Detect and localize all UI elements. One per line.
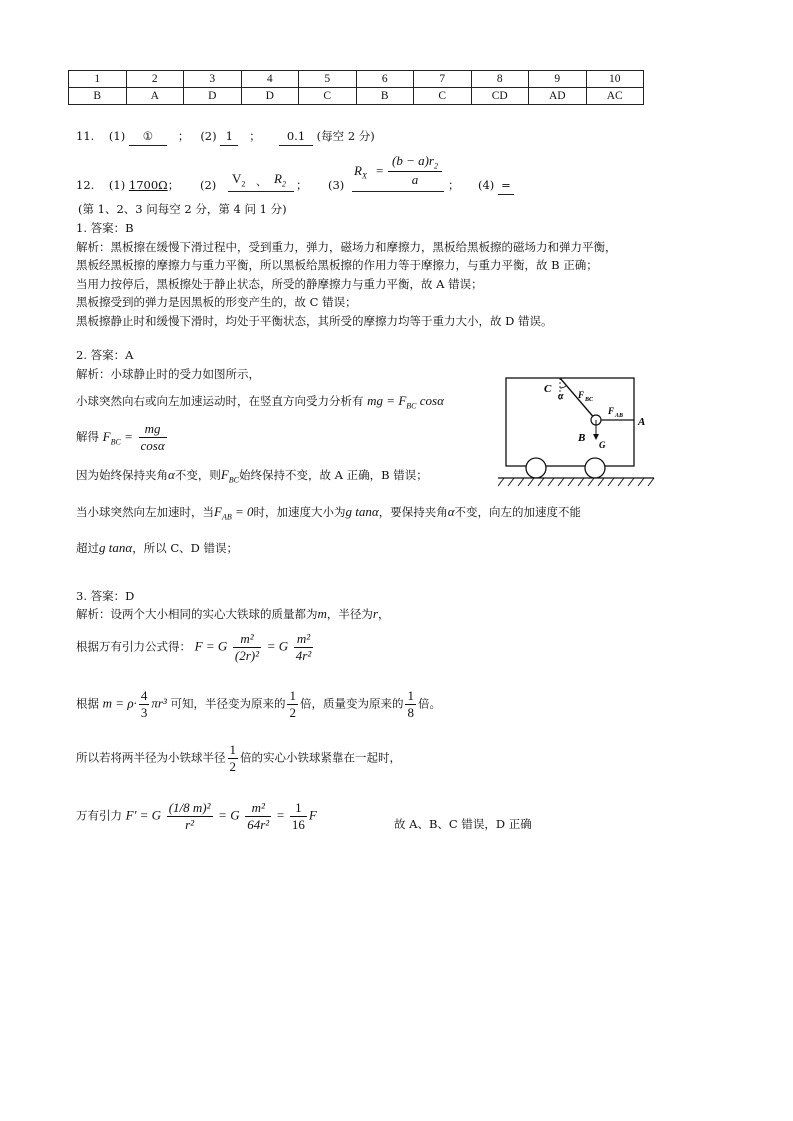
text: ，要保持夹角 [378, 505, 448, 519]
fraction [139, 688, 150, 721]
q12-part3-answer [352, 150, 444, 192]
math-var: α [447, 504, 455, 519]
label-fbc: F [578, 390, 585, 400]
text: ， [377, 607, 390, 621]
s1-line: 黑板经黑板擦的摩擦力与重力平衡，所以黑板给黑板擦的作用力等于摩擦力，与重力平衡，故 B 正确； [76, 258, 598, 272]
table-cell: 3 [184, 71, 242, 88]
angle-arc [560, 386, 566, 388]
math-var: F [102, 428, 111, 444]
s2-line: 解得 $F_{BC}$ = $\frac{mg}{\cos\alpha}$ [76, 421, 165, 453]
separator: ； [249, 129, 261, 143]
table-cell: A [126, 88, 184, 105]
s2-line [76, 392, 444, 416]
fraction-numerator: 1 [289, 688, 296, 703]
math-var: R [354, 163, 362, 178]
fraction-numerator: m² [233, 631, 261, 648]
q12-score-note: (第 1、2、3 问每空 2 分，第 4 问 1 分) [78, 202, 287, 216]
table-cell: B [356, 88, 414, 105]
q11-part1-answer: ① [129, 127, 167, 146]
text: 解得 [76, 429, 99, 444]
math-var: F [220, 467, 229, 482]
cart-diagram [498, 372, 658, 494]
table-cell: 6 [356, 71, 414, 88]
table-cell: 8 [471, 71, 529, 88]
text: 小球突然向右或向左加速运动时，在竖直方向受力分析有 [76, 394, 364, 408]
label-b: B [578, 432, 586, 444]
label-g: G [599, 440, 606, 450]
text: 倍。 [417, 696, 441, 711]
text: ，所以 C、D 错误； [132, 541, 239, 555]
text: 根据万有引力公式得： [76, 639, 191, 654]
table-cell: AC [586, 88, 644, 105]
label-fab-sub: AB [615, 413, 624, 419]
q12-part2-answer [228, 169, 294, 192]
answer-table [68, 70, 644, 105]
fraction-denominator: 2 [289, 705, 296, 720]
fraction [233, 631, 261, 664]
equation: πr³ [151, 695, 167, 711]
fraction-denominator: a [411, 172, 419, 187]
fraction [294, 631, 313, 664]
equals-sign: = [376, 163, 384, 178]
text: 超过 [76, 541, 99, 555]
table-cell: C [299, 88, 357, 105]
table-cell: 1 [69, 71, 127, 88]
q12-number: 12. [76, 178, 95, 192]
label-c: C [544, 383, 552, 395]
text: 因为始终保持夹角 [76, 468, 168, 482]
text: 当小球突然向左加速时，当 [76, 505, 214, 519]
table-cell: 7 [414, 71, 472, 88]
separator: ； [448, 178, 460, 192]
subscript: AB [221, 512, 232, 522]
fraction [228, 742, 239, 775]
q11-part2-answer: 1 [220, 127, 238, 146]
equation: = G [266, 638, 289, 654]
table-cell: 2 [126, 71, 184, 88]
fraction [290, 800, 307, 833]
ground-hatching [498, 478, 654, 486]
fraction-numerator: 4 [140, 688, 148, 703]
fraction-denominator: 8 [407, 705, 414, 720]
fraction [139, 421, 167, 454]
label-fab: F [608, 406, 615, 416]
fraction-numerator: m² [294, 631, 313, 648]
s1-line: 解析：黑板擦在缓慢下滑过程中，受到重力，弹力，磁场力和摩擦力，黑板给黑板擦的磁场力和弹力平衡， [76, 240, 617, 254]
fraction-denominator: 2 [229, 759, 236, 774]
table-row-numbers [69, 71, 644, 88]
subscript: BC [228, 475, 240, 485]
table-cell: 9 [529, 71, 587, 88]
text: 倍，质量变为原来的 [299, 696, 404, 711]
s3-line [76, 800, 317, 833]
s3-line [76, 688, 441, 721]
fraction-numerator: 1 [407, 688, 414, 703]
separator: ； [177, 129, 190, 143]
s3-conclusion: 故 A、B、C 错误，D 正确 [394, 817, 532, 831]
table-cell: C [414, 88, 472, 105]
table-cell: AD [529, 88, 587, 105]
q11-number: 11. [76, 129, 95, 143]
text: 始终保持不变，故 A 正确，B 错误； [239, 468, 428, 482]
math-var: r [372, 606, 378, 621]
math-var: α [168, 467, 175, 482]
s1-answer: 1. 答案：B [76, 221, 134, 235]
equation: mg = F [367, 393, 407, 408]
text: 倍的实心小铁球紧靠在一起时， [240, 750, 401, 765]
text: 不变，向左的加速度不能 [454, 505, 582, 519]
fraction [245, 800, 271, 833]
q12-part1-label: (1) [108, 178, 126, 192]
math-var: F [214, 504, 222, 519]
s2-line [76, 466, 428, 490]
equation: m = ρ· [102, 695, 137, 711]
s1-line: 黑板擦受到的弹力是因黑板的形变产生的，故 C 错误； [76, 295, 357, 309]
q12-line [76, 176, 179, 194]
fraction-numerator: (b − a)r [392, 153, 434, 168]
separator: ； [296, 178, 308, 192]
table-cell: 4 [241, 71, 299, 88]
q12-part4 [478, 176, 514, 195]
subscript: 2 [281, 179, 286, 189]
text: 根据 [76, 696, 99, 711]
s3-line [76, 605, 389, 623]
fraction [287, 688, 298, 721]
meter-symbol: V [232, 171, 242, 186]
separator: 、 [256, 176, 267, 188]
equation: cosα [416, 393, 444, 408]
s3-line [76, 631, 315, 664]
table-row-answers [69, 88, 644, 105]
equation: = 0 [231, 504, 254, 519]
fraction-denominator: 64r² [247, 817, 270, 832]
table-cell: 10 [586, 71, 644, 88]
fraction-numerator: 1 [229, 742, 236, 757]
q12-part2-label: (2) [200, 178, 217, 192]
q11-part3-answer: 0.1 [279, 127, 313, 146]
label-alpha: α [558, 391, 564, 402]
q12-part1-answer: 1700Ω [128, 178, 168, 192]
separator: ； [167, 178, 180, 192]
text: 可知，半径变为原来的 [170, 696, 286, 711]
s2-line: 解析：小球静止时的受力如图所示， [76, 367, 260, 381]
table-cell: D [241, 88, 299, 105]
text: 时，加速度大小为 [253, 505, 346, 519]
text: ，半径为 [326, 607, 373, 621]
text: 不变，则 [174, 468, 221, 482]
q11-part2-label: (2) [200, 129, 217, 143]
fraction-denominator: 16 [291, 817, 305, 832]
fraction-numerator: mg [139, 421, 167, 438]
fraction-numerator: m² [245, 800, 271, 817]
label-a: A [638, 416, 646, 428]
text: 万有引力 [76, 808, 122, 823]
s1-line: 当用力按停后，黑板擦处于静止状态，所受的静摩擦力与重力平衡，故 A 错误； [76, 277, 483, 291]
table-cell: B [69, 88, 127, 105]
equation: = G [218, 807, 240, 823]
subscript: 2 [241, 179, 246, 189]
equation: F = G [194, 638, 228, 654]
label-fbc-sub: BC [585, 397, 594, 403]
fraction-denominator: r² [185, 817, 195, 832]
q11-score-note: (每空 2 分) [316, 129, 375, 143]
q11-part1-label: (1) [108, 129, 126, 143]
table-cell: D [184, 88, 242, 105]
q12-part3-label: (3) [328, 178, 345, 192]
equation: g tanα [99, 540, 133, 555]
s2-answer: 2. 答案：A [76, 348, 134, 362]
wheel-right [585, 458, 605, 478]
subscript: BC [406, 401, 417, 411]
fraction [405, 688, 416, 721]
q12-part4-label: (4) [478, 178, 495, 192]
wheel-left [526, 458, 546, 478]
subscript: X [361, 171, 367, 181]
q11-line [76, 127, 375, 146]
q12-part4-answer: = [498, 176, 514, 195]
math-var: m [317, 606, 327, 621]
fraction-denominator: 3 [140, 705, 148, 720]
math-var: F [308, 807, 317, 823]
fraction [167, 800, 213, 833]
s2-line [76, 503, 581, 527]
s3-line [76, 742, 401, 775]
text: 解析：设两个大小相同的实心大铁球的质量都为 [76, 607, 318, 621]
subscript: BC [110, 437, 121, 447]
fraction-numerator: 1 [290, 800, 307, 817]
equals-sign: = [276, 807, 285, 823]
fraction-denominator: cosα [140, 438, 165, 453]
fraction-denominator: (2r)² [234, 648, 260, 663]
fraction-numerator: (1/8 m)² [168, 800, 211, 815]
equation: g tanα [345, 504, 379, 519]
s3-answer: 3. 答案：D [76, 589, 135, 603]
s2-line [76, 539, 238, 557]
table-cell: 5 [299, 71, 357, 88]
q12-part2 [200, 176, 216, 194]
s1-line: 黑板擦静止时和缓慢下滑时，均处于平衡状态，其所受的摩擦力均等于重力大小，故 D 错误。 [76, 314, 553, 328]
fraction-denominator: 4r² [295, 648, 312, 663]
text: 所以若将两半径为小铁球半径 [76, 750, 226, 765]
table-cell: CD [471, 88, 529, 105]
cart-body [506, 378, 634, 466]
subscript: 2 [434, 161, 438, 171]
equation: F' = G [125, 807, 162, 823]
resistor-symbol: R [274, 171, 282, 186]
